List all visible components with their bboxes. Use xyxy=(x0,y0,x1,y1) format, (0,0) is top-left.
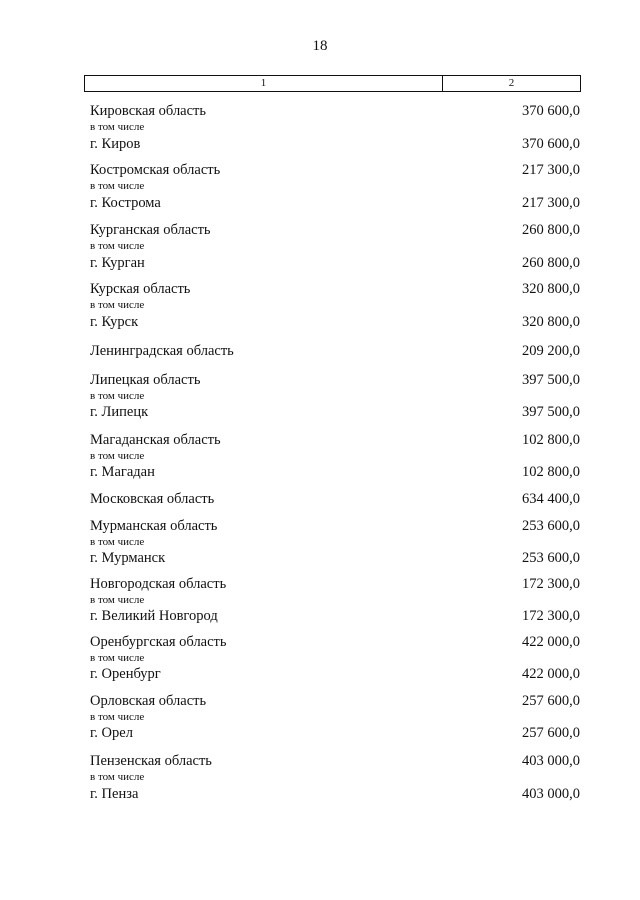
region-row xyxy=(90,342,580,360)
region-row xyxy=(90,431,580,449)
region-value: 209 200,0 xyxy=(522,343,580,359)
region-row xyxy=(90,371,580,389)
including-label: в том числе xyxy=(90,299,145,311)
region-row xyxy=(90,161,580,179)
city-value: 320 800,0 xyxy=(522,314,580,330)
region-name: Курская область xyxy=(90,281,191,297)
including-label: в том числе xyxy=(90,121,145,133)
page-number: 18 xyxy=(312,38,328,54)
city-value: 422 000,0 xyxy=(522,666,580,682)
including-label: в том числе xyxy=(90,711,145,723)
region-row xyxy=(90,692,580,710)
column-1-header: 1 xyxy=(85,76,443,91)
including-label: в том числе xyxy=(90,771,145,783)
region-name: Новгородская область xyxy=(90,576,227,592)
city-row xyxy=(90,665,580,683)
city-value: 217 300,0 xyxy=(522,195,580,211)
region-value: 260 800,0 xyxy=(522,222,580,238)
city-row xyxy=(90,135,580,153)
including-label: в том числе xyxy=(90,536,145,548)
region-value: 320 800,0 xyxy=(522,281,580,297)
region-name: Костромская область xyxy=(90,162,221,178)
city-name: г. Мурманск xyxy=(90,550,166,566)
region-value: 102 800,0 xyxy=(522,432,580,448)
subtitle-row xyxy=(90,120,580,133)
city-name: г. Пенза xyxy=(90,786,139,802)
city-name: г. Великий Новгород xyxy=(90,608,218,624)
city-name: г. Оренбург xyxy=(90,666,161,682)
region-row xyxy=(90,280,580,298)
region-row xyxy=(90,221,580,239)
region-value: 217 300,0 xyxy=(522,162,580,178)
city-name: г. Орел xyxy=(90,725,133,741)
region-name: Оренбургская область xyxy=(90,634,227,650)
city-name: г. Магадан xyxy=(90,464,155,480)
subtitle-row xyxy=(90,593,580,606)
subtitle-row xyxy=(90,239,580,252)
region-name: Кировская область xyxy=(90,103,207,119)
city-value: 370 600,0 xyxy=(522,136,580,152)
region-name: Орловская область xyxy=(90,693,207,709)
column-2-header: 2 xyxy=(508,77,515,89)
region-name: Курганская область xyxy=(90,222,211,238)
region-value: 403 000,0 xyxy=(522,753,580,769)
region-value: 397 500,0 xyxy=(522,372,580,388)
region-value: 370 600,0 xyxy=(522,103,580,119)
subtitle-row xyxy=(90,651,580,664)
region-value: 172 300,0 xyxy=(522,576,580,592)
city-value: 403 000,0 xyxy=(522,786,580,802)
region-row xyxy=(90,517,580,535)
subtitle-row xyxy=(90,770,580,783)
city-value: 253 600,0 xyxy=(522,550,580,566)
region-row xyxy=(90,102,580,120)
region-row xyxy=(90,490,580,508)
region-value: 634 400,0 xyxy=(522,491,580,507)
city-row xyxy=(90,313,580,331)
including-label: в том числе xyxy=(90,450,145,462)
city-row xyxy=(90,607,580,625)
region-name: Мурманская область xyxy=(90,518,218,534)
city-value: 397 500,0 xyxy=(522,404,580,420)
subtitle-row xyxy=(90,535,580,548)
city-name: г. Курск xyxy=(90,314,139,330)
subtitle-row xyxy=(90,449,580,462)
city-name: г. Киров xyxy=(90,136,141,152)
including-label: в том числе xyxy=(90,240,145,252)
city-name: г. Курган xyxy=(90,255,145,271)
subtitle-row xyxy=(90,710,580,723)
city-row xyxy=(90,254,580,272)
region-name: Магаданская область xyxy=(90,432,221,448)
including-label: в том числе xyxy=(90,180,145,192)
city-name: г. Кострома xyxy=(90,195,161,211)
city-row xyxy=(90,549,580,567)
city-value: 257 600,0 xyxy=(522,725,580,741)
subtitle-row xyxy=(90,389,580,402)
subtitle-row xyxy=(90,179,580,192)
region-row xyxy=(90,575,580,593)
region-row xyxy=(90,633,580,651)
including-label: в том числе xyxy=(90,390,145,402)
city-name: г. Липецк xyxy=(90,404,149,420)
including-label: в том числе xyxy=(90,652,145,664)
region-row xyxy=(90,752,580,770)
city-row xyxy=(90,463,580,481)
city-value: 260 800,0 xyxy=(522,255,580,271)
city-row xyxy=(90,403,580,421)
region-name: Московская область xyxy=(90,491,215,507)
city-value: 172 300,0 xyxy=(522,608,580,624)
city-row xyxy=(90,194,580,212)
city-value: 102 800,0 xyxy=(522,464,580,480)
including-label: в том числе xyxy=(90,594,145,606)
region-name: Липецкая область xyxy=(90,372,201,388)
region-value: 253 600,0 xyxy=(522,518,580,534)
region-value: 422 000,0 xyxy=(522,634,580,650)
city-row xyxy=(90,785,580,803)
region-name: Пензенская область xyxy=(90,753,212,769)
subtitle-row xyxy=(90,298,580,311)
city-row xyxy=(90,724,580,742)
region-value: 257 600,0 xyxy=(522,693,580,709)
region-name: Ленинградская область xyxy=(90,343,234,359)
